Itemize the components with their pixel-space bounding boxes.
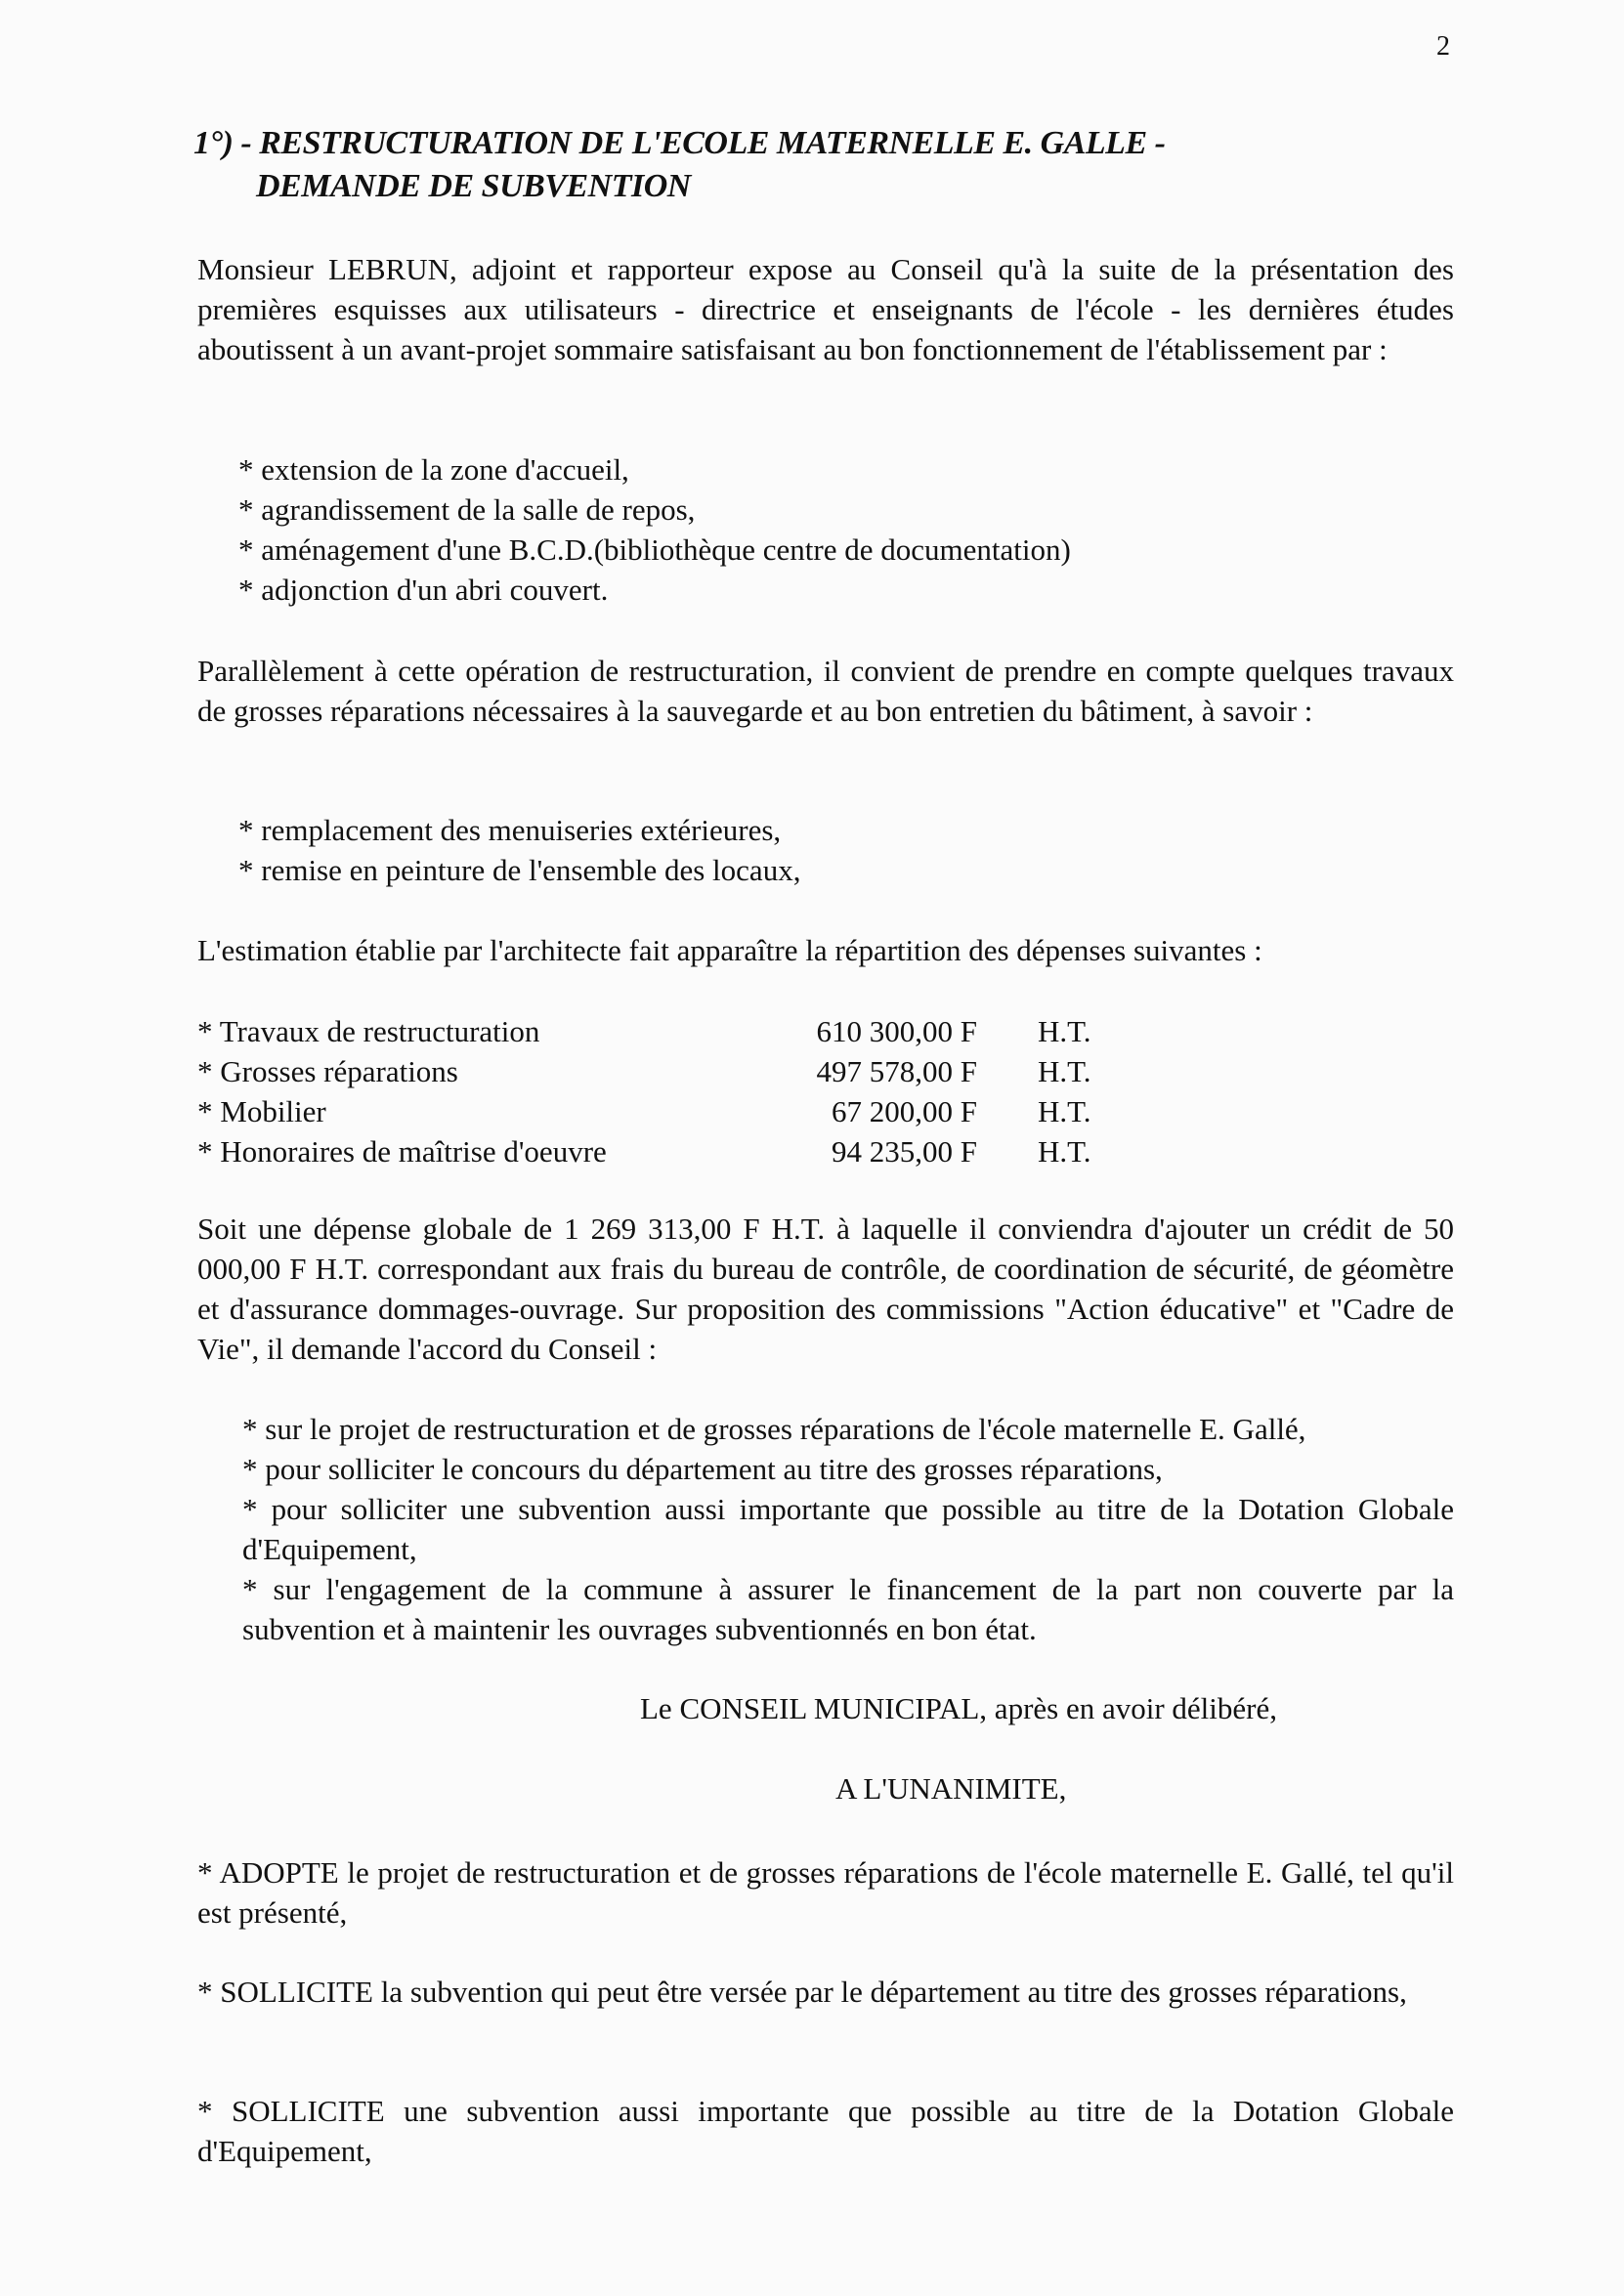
parallel-paragraph: Parallèlement à cette opération de restructuration, il convient de prendre en compte quelques travaux de grosses réparations nécessaires à la sauvegarde et au bon entretien du bâtiment, à savoir : xyxy=(197,654,1454,728)
decision-adopte: * ADOPTE le projet de restructuration et de grosses réparations de l'école maternelle E. Gallé, tel qu'il est présenté, xyxy=(197,1855,1454,1930)
decision-sollicite-departement: * SOLLICITE la subvention qui peut être versée par le département au titre des grosses réparations, xyxy=(197,1975,1407,2009)
list-item: * remise en peinture de l'ensemble des locaux, xyxy=(238,853,801,887)
cost-amount: 497 578,00 F xyxy=(816,1054,977,1088)
list-item: * pour solliciter le concours du département au titre des grosses réparations, xyxy=(242,1452,1163,1486)
cost-unit: H.T. xyxy=(1038,1014,1091,1048)
list-item: * remplacement des menuiseries extérieures, xyxy=(238,813,782,847)
project-list xyxy=(197,449,1495,610)
cost-unit: H.T. xyxy=(1038,1094,1091,1128)
cost-label: * Honoraires de maîtrise d'oeuvre xyxy=(197,1134,607,1169)
cost-label: * Mobilier xyxy=(197,1094,326,1128)
cost-amount: 67 200,00 F xyxy=(832,1094,977,1128)
council-statement: Le CONSEIL MUNICIPAL, après en avoir délibéré, xyxy=(640,1691,1277,1725)
cost-table xyxy=(197,1011,1454,1171)
list-item: * adjonction d'un abri couvert. xyxy=(238,573,609,607)
cost-row xyxy=(197,1011,1454,1051)
section-title xyxy=(193,122,1165,208)
cost-amount: 610 300,00 F xyxy=(816,1014,977,1048)
list-item: * sur le projet de restructuration et de grosses réparations de l'école maternelle E. Gallé, xyxy=(242,1412,1306,1446)
cost-row xyxy=(197,1051,1454,1091)
page-number: 2 xyxy=(1436,31,1450,62)
request-list xyxy=(197,1409,1454,1649)
cost-label: * Grosses réparations xyxy=(197,1054,458,1088)
repair-list xyxy=(197,810,1495,890)
title-line-1: 1°) - RESTRUCTURATION DE L'ECOLE MATERNELLE E. GALLE - xyxy=(193,125,1166,161)
cost-row xyxy=(197,1091,1454,1131)
cost-amount: 94 235,00 F xyxy=(832,1134,977,1169)
unanimity-statement: A L'UNANIMITE, xyxy=(835,1771,1067,1806)
list-item: * sur l'engagement de la commune à assurer le financement de la part non couverte par la subvention et à maintenir les ouvrages subventionnés en bon état. xyxy=(242,1572,1454,1646)
cost-unit: H.T. xyxy=(1038,1054,1091,1088)
title-line-2: DEMANDE DE SUBVENTION xyxy=(256,168,691,204)
cost-unit: H.T. xyxy=(1038,1134,1091,1169)
list-item: * pour solliciter une subvention aussi importante que possible au titre de la Dotation Globale d'Equipement, xyxy=(242,1492,1454,1566)
cost-label: * Travaux de restructuration xyxy=(197,1014,540,1048)
total-paragraph: Soit une dépense globale de 1 269 313,00 F H.T. à laquelle il conviendra d'ajouter un crédit de 50 000,00 F H.T. correspondant aux frais du bureau de contrôle, de coordination de sécurité, de géomètre et d'assurance dommages-ouvrage. Sur proposition des commissions "Action éducative" et "Cadre de Vie", il demande l'accord du Conseil : xyxy=(197,1212,1454,1366)
list-item: * agrandissement de la salle de repos, xyxy=(238,492,696,527)
intro-paragraph: Monsieur LEBRUN, adjoint et rapporteur expose au Conseil qu'à la suite de la présentation des premières esquisses aux utilisateurs - directrice et enseignants de l'école - les dernières études aboutissent à un avant-projet sommaire satisfaisant au bon fonctionnement de l'établissement par : xyxy=(197,252,1454,366)
list-item: * extension de la zone d'accueil, xyxy=(238,452,629,487)
decision-sollicite-dge: * SOLLICITE une subvention aussi importante que possible au titre de la Dotation Globale d'Equipement, xyxy=(197,2094,1454,2168)
estimate-intro: L'estimation établie par l'architecte fait apparaître la répartition des dépenses suivantes : xyxy=(197,933,1262,967)
list-item: * aménagement d'une B.C.D.(bibliothèque centre de documentation) xyxy=(238,532,1071,567)
cost-row xyxy=(197,1131,1454,1171)
